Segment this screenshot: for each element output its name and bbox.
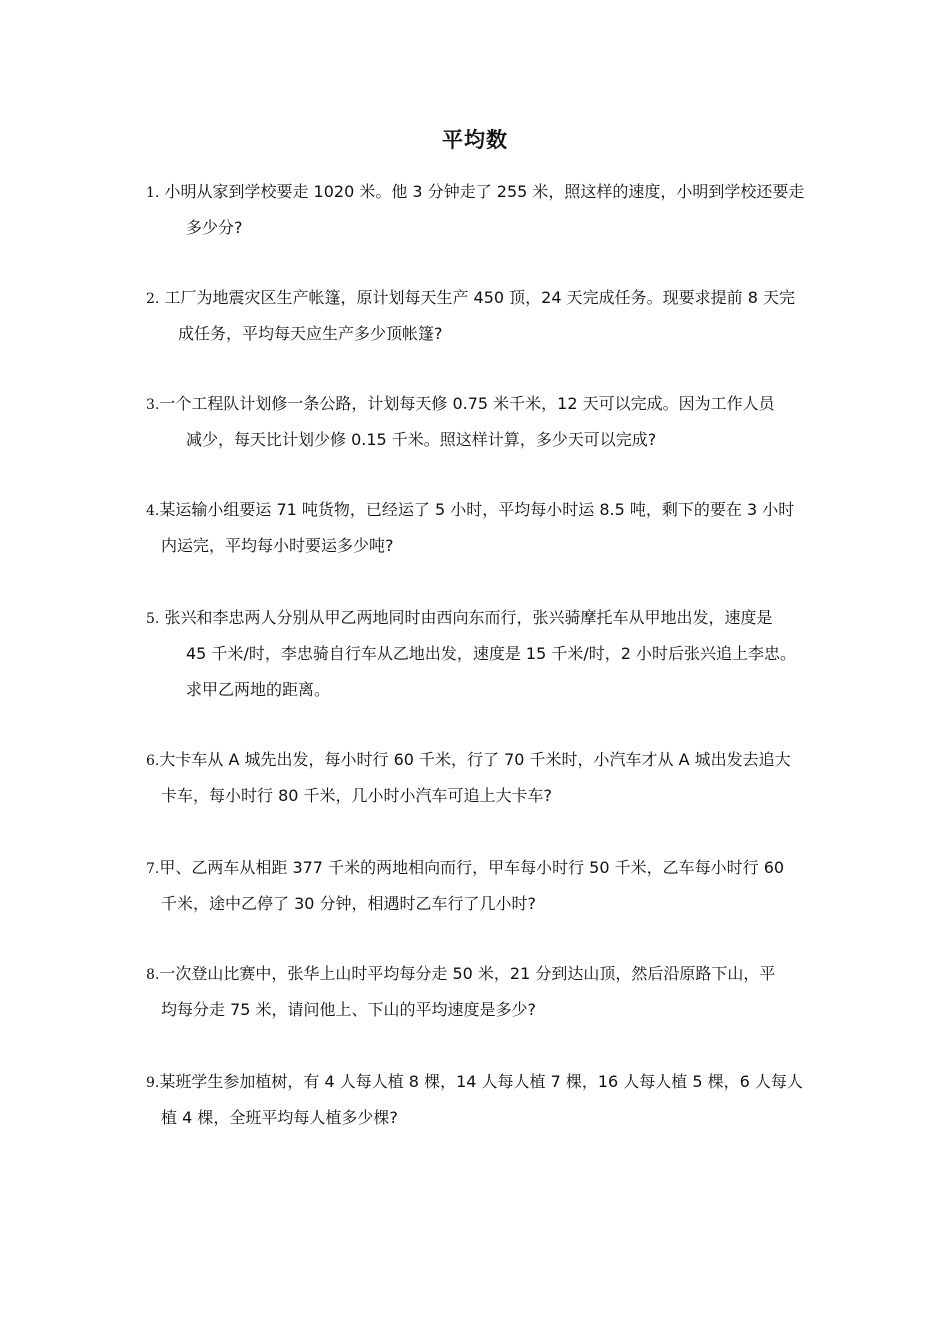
problem-1 — [146, 174, 804, 246]
problem-text: 一次登山比赛中，张华上山时平均每分走 50 米，21 分到达山顶，然后沿原路下山，平 — [159, 964, 776, 983]
problem-6 — [146, 742, 791, 814]
problem-1-line-2: 多少分? — [186, 218, 243, 237]
problem-text: 甲、乙两车从相距 377 千米的两地相向而行，甲车每小时行 50 千米，乙车每小时行 60 — [159, 858, 785, 877]
problem-3 — [146, 386, 775, 458]
problem-text: 小明从家到学校要走 1020 米。他 3 分钟走了 255 米，照这样的速度，小明到学校还要走 — [164, 182, 805, 201]
problem-number: 4. — [146, 503, 160, 519]
problem-2 — [146, 280, 795, 352]
problem-9-line-1 — [146, 1064, 803, 1100]
problem-number: 2. — [146, 291, 160, 307]
problem-4 — [146, 492, 794, 564]
problem-7-line-2: 千米，途中乙停了 30 分钟，相遇时乙车行了几小时? — [161, 894, 537, 913]
problem-2-line-1 — [146, 280, 795, 316]
problem-8-line-1 — [146, 956, 775, 992]
problem-number: 9. — [146, 1075, 160, 1091]
problem-9-line-2: 植 4 棵，全班平均每人植多少棵? — [161, 1108, 398, 1127]
problem-text: 大卡车从 A 城先出发，每小时行 60 千米，行了 70 千米时，小汽车才从 A 城出发去追大 — [159, 750, 791, 769]
problem-9 — [146, 1064, 803, 1136]
problem-number: 8. — [146, 967, 160, 983]
problem-number: 1. — [146, 185, 160, 201]
problem-7-line-1 — [146, 850, 784, 886]
problem-text: 某运输小组要运 71 吨货物，已经运了 5 小时，平均每小时运 8.5 吨，剩下的要在 3 小时 — [159, 500, 795, 519]
problem-5 — [146, 600, 796, 708]
problem-5-line-3: 求甲乙两地的距离。 — [186, 680, 331, 699]
problem-text: 张兴和李忠两人分别从甲乙两地同时由西向东而行，张兴骑摩托车从甲地出发，速度是 — [164, 608, 773, 627]
problem-number: 7. — [146, 861, 160, 877]
problem-6-line-1 — [146, 742, 791, 778]
problem-5-line-1 — [146, 600, 796, 636]
problem-text: 一个工程队计划修一条公路，计划每天修 0.75 米千米，12 天可以完成。因为工作人员 — [159, 394, 775, 413]
problem-8-line-2: 均每分走 75 米，请问他上、下山的平均速度是多少? — [161, 1000, 537, 1019]
problem-8 — [146, 956, 775, 1028]
problem-number: 5. — [146, 611, 160, 627]
problem-text: 某班学生参加植树，有 4 人每人植 8 棵，14 人每人植 7 棵，16 人每人植 5 棵，6 人每人 — [159, 1072, 803, 1091]
problem-5-line-2: 45 千米/时，李忠骑自行车从乙地出发，速度是 15 千米/时，2 小时后张兴追上李忠。 — [186, 644, 797, 663]
page-title: 平均数 — [442, 128, 508, 152]
problem-7 — [146, 850, 784, 922]
problem-4-line-1 — [146, 492, 794, 528]
problem-6-line-2: 卡车，每小时行 80 千米，几小时小汽车可追上大卡车? — [161, 786, 553, 805]
problem-1-line-1 — [146, 174, 804, 210]
problem-2-line-2: 成任务，平均每天应生产多少顶帐篷? — [178, 324, 443, 343]
problem-4-line-2: 内运完，平均每小时要运多少吨? — [161, 536, 394, 555]
problem-3-line-2: 减少，每天比计划少修 0.15 千米。照这样计算，多少天可以完成? — [186, 430, 657, 449]
problem-number: 6. — [146, 753, 160, 769]
problem-3-line-1 — [146, 386, 775, 422]
problem-number: 3. — [146, 397, 160, 413]
problem-text: 工厂为地震灾区生产帐篷，原计划每天生产 450 顶，24 天完成任务。现要求提前 8 天完 — [164, 288, 795, 307]
